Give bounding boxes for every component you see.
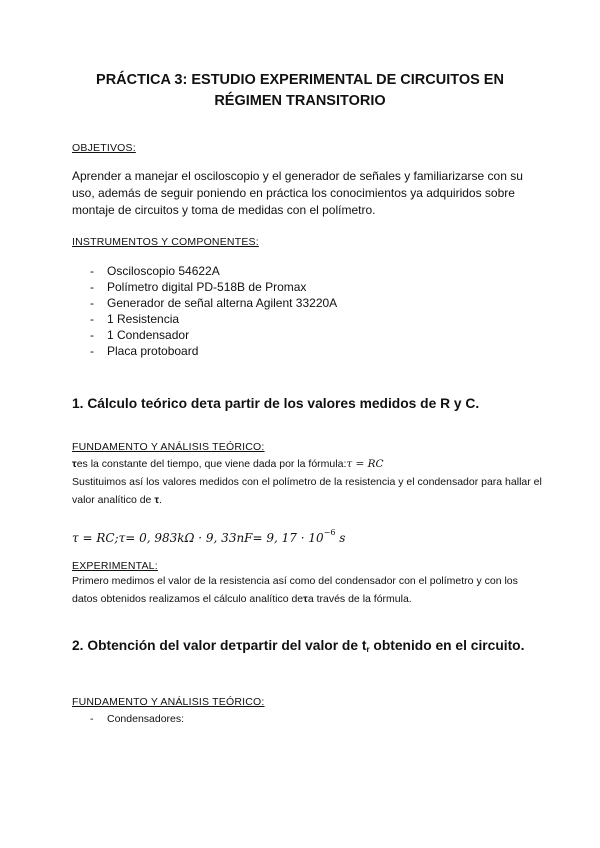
list-dash: - [90, 280, 94, 294]
tau-equation: τ = RC;τ= 0, 983kΩ · 9, 33nF= 9, $17 \cdot 10^{-6}$ s [72, 528, 346, 545]
section2-heading: 2. Obtención del valor deτpartir del valor de $t_r$ obtenido en el circuito. [72, 638, 525, 654]
list-dash: - [90, 328, 94, 342]
instrumentos-heading: INSTRUMENTOS Y COMPONENTES: [72, 236, 259, 248]
section1-fundamento-text [72, 455, 542, 509]
experimental-text: Primero medimos el valor de la resistencia así como del condensador con el polímetro y con los datos obtenidos realizamos el cálculo analítico deτa través de la fórmula. [72, 575, 518, 605]
list-dash: - [90, 312, 94, 326]
list-item: - Generador de señal alterna Agilent 33220A [90, 296, 338, 310]
list-item: - 1 Condensador [90, 328, 190, 342]
section2-list [72, 711, 184, 727]
list-item: - 1 Resistencia [90, 312, 180, 326]
list-item: - Condensadores: [90, 713, 185, 725]
instrumentos-list [72, 263, 337, 359]
objetivos-heading: OBJETIVOS: [72, 142, 136, 154]
fundamento-line2: Sustituimos así los valores medidos con el polímetro de la resistencia y el condensador para hallar el valor analítico de τ. [72, 476, 542, 506]
section1-fundamento-heading: FUNDAMENTO Y ANÁLISIS TEÓRICO: [72, 441, 265, 453]
list-item: - Polímetro digital PD-518B de Promax [90, 280, 307, 294]
fundamento-line1: τes la constante del tiempo, que viene dada por la fórmula:τ = RC [72, 458, 384, 470]
list-dash: - [90, 344, 94, 358]
list-dash: - [90, 713, 94, 725]
section2-fundamento-heading: FUNDAMENTO Y ANÁLISIS TEÓRICO: [72, 696, 265, 708]
experimental-heading: EXPERIMENTAL: [72, 560, 158, 572]
list-item: - Placa protoboard [90, 344, 199, 358]
list-item: - Osciloscopio 54622A [90, 264, 220, 278]
section1-heading: 1. Cálculo teórico deτa partir de los valores medidos de R y C. [72, 396, 480, 411]
list-dash: - [90, 264, 94, 278]
list-dash: - [90, 296, 94, 310]
formula: τ = RC [346, 458, 384, 470]
objetivos-text: Aprender a manejar el osciloscopio y el generador de señales y familiarizarse con su uso, además de seguir poniendo en práctica los conocimientos ya adquiridos sobre montaje de circuitos y toma de medidas con el polímetro. [72, 169, 523, 217]
page-title: PRÁCTICA 3: ESTUDIO EXPERIMENTAL DE CIRCUITOS EN RÉGIMEN TRANSITORIO [96, 72, 504, 109]
